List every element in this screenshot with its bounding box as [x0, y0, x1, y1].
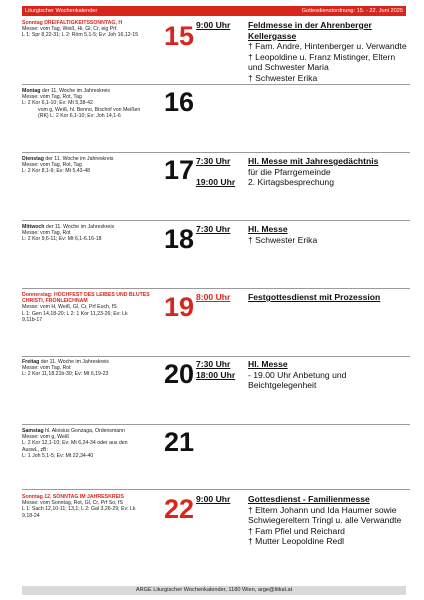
service-time: 8:00 Uhr	[196, 292, 231, 302]
day-block-17	[22, 156, 410, 216]
liturgy-line: (RK) L: 2 Kor 6,1-10; Ev: Joh 14,1-6	[38, 112, 121, 119]
intention-line: † Schwester Erika	[248, 72, 318, 83]
liturgy-saint: hl. Aloisius Gonzaga, Ordensmann	[43, 428, 125, 434]
liturgy-line: L 1: Sach 12,10-11; 13,1; L 2: Gal 3,26-29; Ev: Lk	[22, 506, 136, 513]
liturgy-weekday: Montag	[22, 88, 41, 94]
day-block-21	[22, 428, 410, 488]
service-description	[248, 292, 410, 303]
service-times	[196, 20, 246, 31]
service-description	[248, 359, 410, 391]
day-number: 21	[163, 427, 194, 457]
liturgy-week: der 11. Woche im Jahreskreis	[40, 88, 111, 94]
liturgy-line: L: 2 Kor 12,1-10; Ev: Mt 6,24-34 oder aus den	[22, 440, 128, 447]
day-block-22	[22, 494, 410, 574]
liturgy-info	[22, 494, 150, 519]
liturgy-weekday: Mittwoch	[22, 224, 45, 230]
liturgy-line: Messe: vom Tag, Rot, Tag	[22, 94, 82, 101]
event-line: Beichtgelegenheit	[248, 380, 317, 390]
service-description	[248, 224, 410, 245]
intention-line: Schwiegereltern Tringl u. alle Verwandte	[248, 515, 402, 525]
service-time: 18:00 Uhr	[196, 369, 236, 380]
service-title: Hl. Messe	[248, 359, 288, 369]
intention-line: † Mutter Leopoldine Redl	[248, 536, 345, 546]
service-title: Hl. Messe mit Jahresgedächtnis	[248, 156, 379, 166]
liturgy-line: L 1: Gen 14,18-20; L 2: 1 Kor 11,23-26; Ev: Lk	[22, 310, 128, 317]
event-line: - 19.00 Uhr Anbetung und	[248, 369, 347, 380]
day-divider	[22, 356, 410, 357]
footer-bar: ARGE Liturgischer Wochenkalender, 1180 Wien, arge@litkal.at	[22, 586, 406, 595]
liturgy-line: Messe: vom Tag, Weiß, Hi, Gl, Cr, eig Prf.	[22, 26, 118, 33]
intention-line: † Schwester Erika	[248, 234, 318, 245]
day-number: 15	[163, 21, 194, 51]
header-title: Liturgischer Wochenkalender	[25, 8, 98, 14]
liturgy-line: L: 1 Joh 5,1-5; Ev: Mt 22,34-40	[22, 452, 94, 459]
liturgy-info	[22, 224, 150, 243]
intention-line: für die Pfarrgemeinde	[248, 166, 331, 177]
day-block-15	[22, 20, 410, 83]
liturgy-weekday: Dienstag	[22, 156, 44, 162]
intention-line: † Fam. Andre, Hintenberger u. Verwandte	[248, 41, 407, 51]
service-time: 7:30 Uhr	[196, 156, 231, 166]
service-time: 7:30 Uhr	[196, 224, 231, 234]
liturgy-info	[22, 292, 150, 323]
service-time: 7:30 Uhr	[196, 359, 231, 369]
intention-line: † Leopoldine u. Franz Mistinger, Eltern und Schwester Maria	[248, 51, 396, 72]
service-title: Feldmesse in der Ahrenberger Kellergasse	[248, 20, 372, 41]
liturgy-info	[22, 20, 150, 39]
liturgy-line: Messe: vom g, Weiß	[22, 434, 70, 441]
day-number: 18	[163, 224, 194, 254]
liturgy-title: Sonntag 12. SONNTAG IM JAHRESKREIS	[22, 494, 124, 500]
liturgy-title: Donnerstag: HOCHFEST DES LEIBES UND BLUTES CHRISTI, FRONLEICHNAM	[22, 292, 150, 305]
liturgy-line: AuswL, zB:	[22, 446, 48, 453]
liturgy-week: der 11. Woche im Jahreskreis	[44, 224, 115, 230]
day-number: 20	[163, 359, 194, 389]
day-number: 16	[163, 87, 194, 117]
liturgy-weekday: Samstag	[22, 428, 44, 434]
liturgy-week: der 11. Woche im Jahreskreis	[39, 359, 109, 365]
day-number: 19	[163, 292, 194, 322]
service-times	[196, 224, 246, 235]
liturgy-info	[22, 359, 150, 378]
event-line: 2. Kirtagsbesprechung	[248, 177, 334, 187]
service-description	[248, 156, 410, 188]
day-block-20	[22, 359, 410, 419]
service-time: 19:00 Uhr	[196, 176, 236, 187]
day-divider	[22, 424, 410, 425]
liturgy-line: L: 2 Kor 6,1-10; Ev: Mt 5,38-42	[22, 100, 93, 107]
day-block-19	[22, 292, 410, 352]
service-times	[196, 494, 246, 505]
liturgy-line: Messe: vom Tag, Rot	[22, 365, 71, 372]
day-divider	[22, 152, 410, 153]
liturgy-line: Messe: vom H, Weiß, Gl, Cr, Prf Euch, fS	[22, 304, 117, 311]
liturgy-line: Messe: vom Tag, Rot, Tag	[22, 162, 82, 169]
day-block-18	[22, 224, 410, 284]
liturgy-info	[22, 428, 150, 459]
liturgy-line: Messe: vom Sonntag, Rot, Gl, Cr, Prf So, fS	[22, 500, 123, 507]
service-times	[196, 156, 246, 187]
day-number: 22	[163, 494, 194, 524]
service-title: Gottesdienst - Familienmesse	[248, 494, 370, 504]
service-times	[196, 292, 246, 303]
day-divider	[22, 489, 410, 490]
liturgy-line: 9,11b-17	[22, 316, 43, 323]
liturgy-line: L 1: Spr 8,22-31; L 2: Röm 5,1-5; Ev: Joh 16,12-15	[22, 32, 139, 39]
day-divider	[22, 220, 410, 221]
day-divider	[22, 288, 410, 289]
service-description	[248, 494, 410, 547]
header-date-range: Gottesdienstordnung: 15. - 22. Juni 2025	[301, 8, 403, 14]
liturgy-info	[22, 88, 150, 119]
service-title: Hl. Messe	[248, 224, 288, 234]
intention-line: † Eltern Johann und Ida Haumer sowie	[248, 504, 397, 515]
liturgy-line: Messe: vom Tag, Rot	[22, 230, 71, 237]
liturgy-line: L: 2 Kor 8,1-9; Ev: Mt 5,43-48	[22, 168, 91, 175]
liturgy-title: Sonntag DREIFALTIGKEITSSONNTAG, H	[22, 20, 123, 26]
liturgy-line: L: 2 Kor 9,6-11; Ev: Mt 6,1-6.16-18	[22, 236, 102, 243]
liturgy-week: der 11. Woche im Jahreskreis	[43, 156, 114, 162]
header-bar	[22, 6, 406, 16]
service-time: 9:00 Uhr	[196, 20, 231, 30]
service-times	[196, 359, 246, 380]
liturgy-info	[22, 156, 150, 175]
liturgy-line: 9,18-24	[22, 512, 40, 519]
liturgy-weekday: Freitag	[22, 359, 40, 365]
service-description	[248, 20, 410, 83]
service-title: Festgottesdienst mit Prozession	[248, 292, 381, 302]
day-number: 17	[163, 155, 194, 185]
day-divider	[22, 84, 410, 85]
intention-line: † Fam Pfiel und Reichard	[248, 525, 345, 536]
day-block-16	[22, 88, 410, 148]
service-time: 9:00 Uhr	[196, 494, 231, 504]
liturgy-line: L: 2 Kor 11,18.21b-30; Ev: Mt 6,19-23	[22, 371, 109, 378]
liturgy-line: vom g, Weiß, hl. Benno, Bischof von Meißen	[38, 106, 141, 113]
